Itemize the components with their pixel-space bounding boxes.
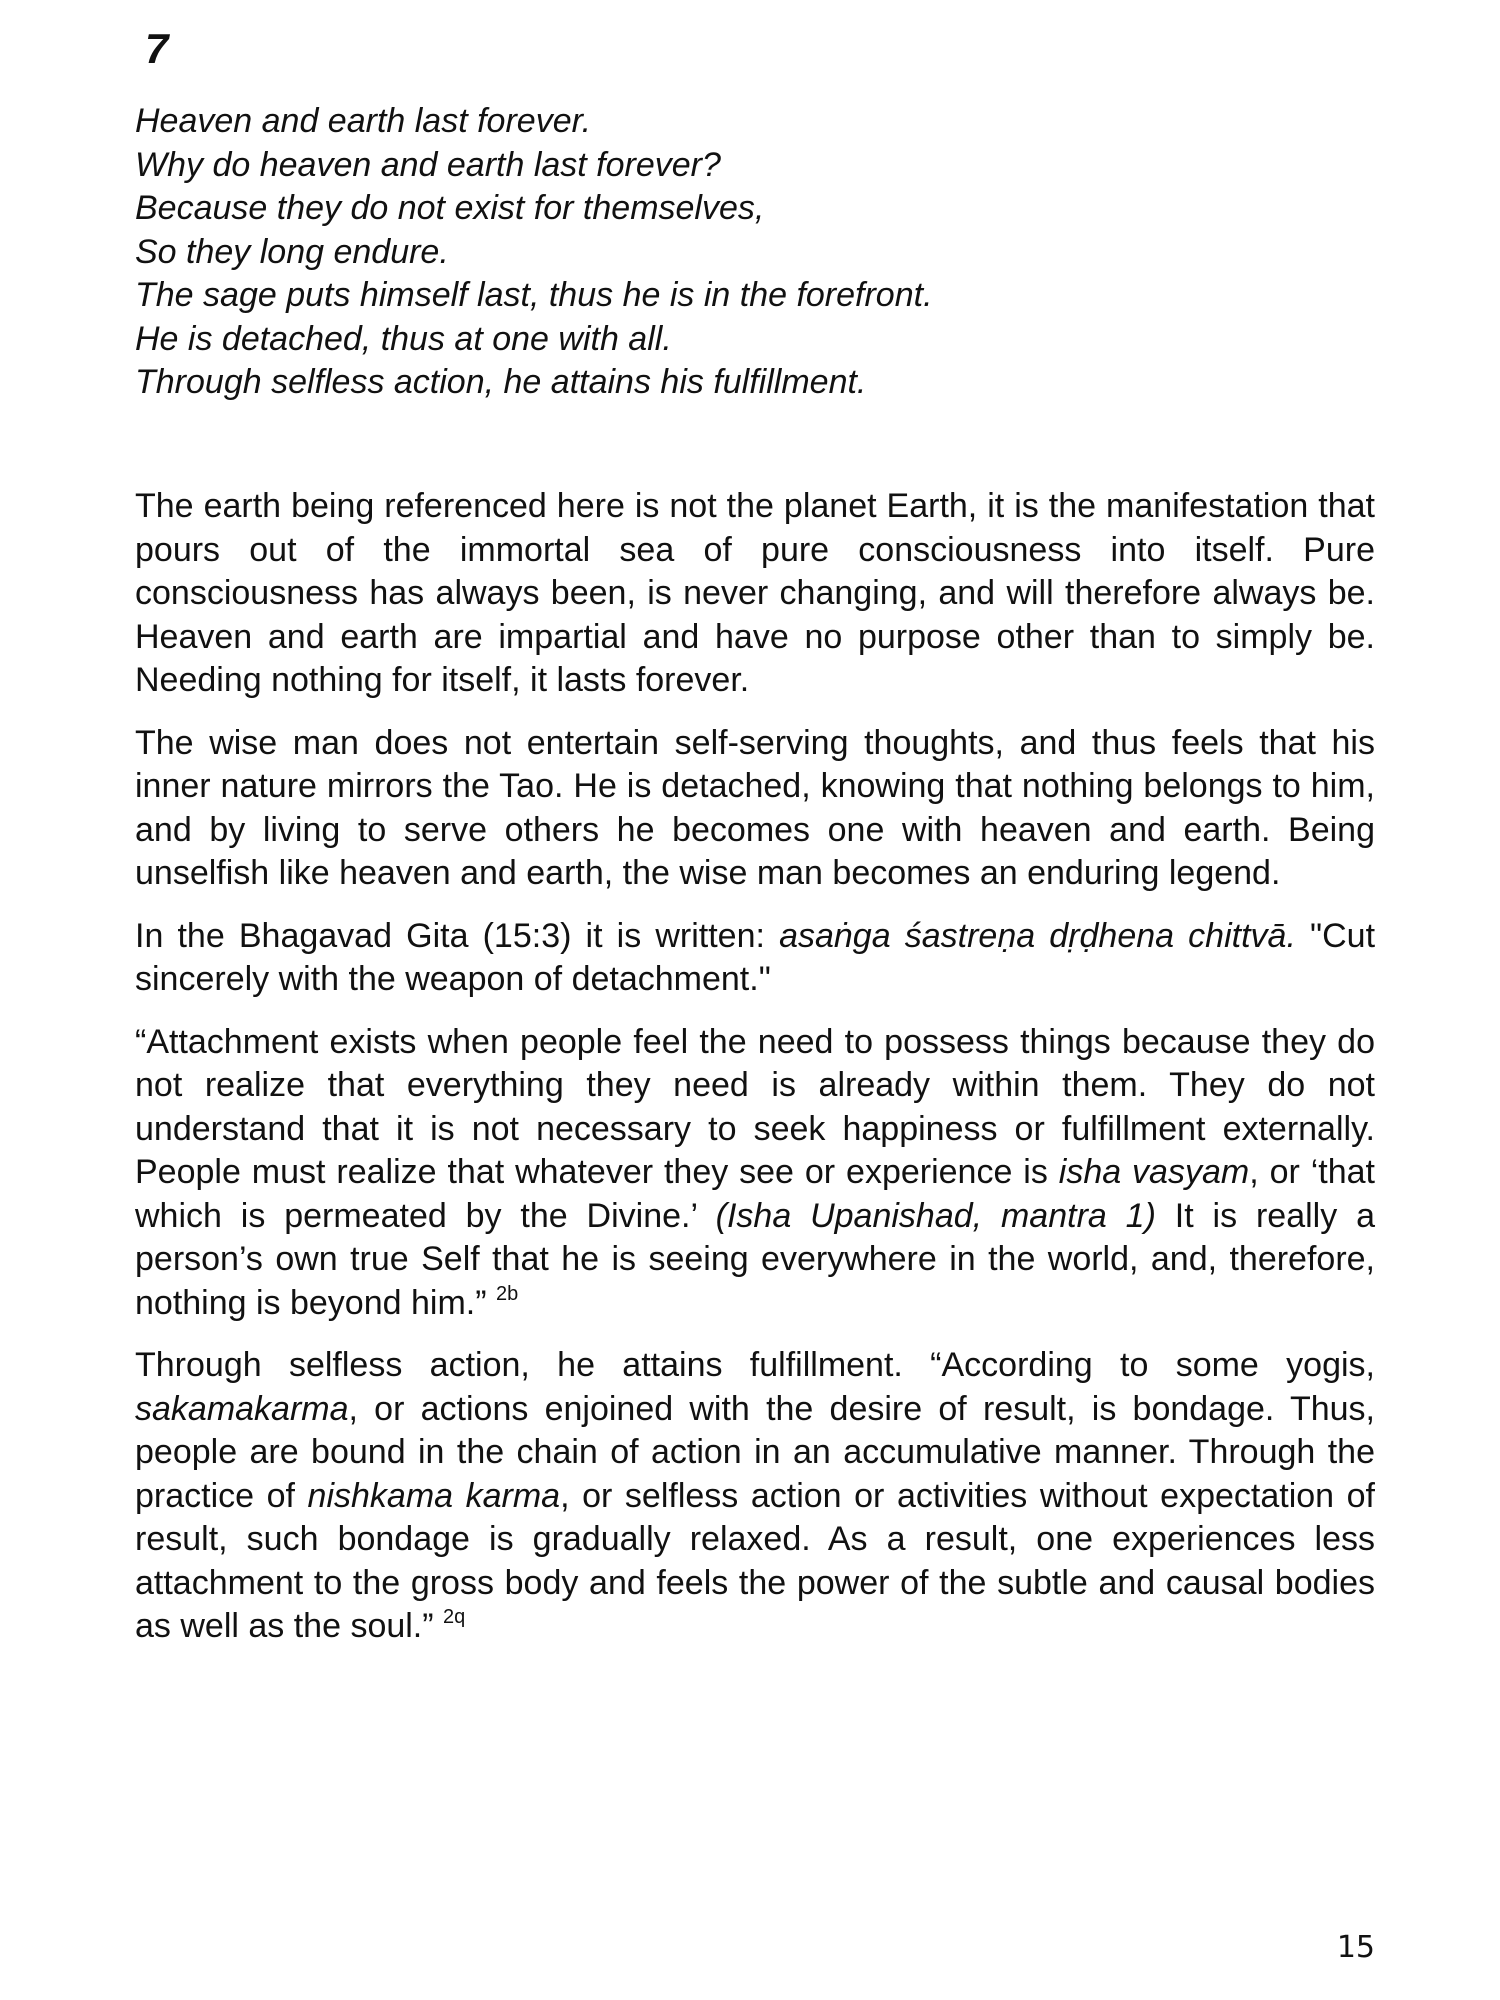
chapter-number: 7 — [145, 25, 169, 72]
commentary-body — [135, 485, 1375, 1668]
verse-line: The sage puts himself last, thus he is in the forefront. — [135, 276, 933, 314]
citation: (Isha Upanishad, mantra 1) — [715, 1196, 1156, 1235]
commentary-paragraph-4 — [135, 1021, 1375, 1326]
page-number: 15 — [1336, 1930, 1375, 1965]
footnote-reference: 2q — [443, 1606, 466, 1628]
quote-text: “Attachment exists when people feel the need to possess things because they do not realize that everything they need is already within them. They do not understand that it is not necessary to seek happiness or fulfillment externally. People must realize that whatever they see or experience is — [135, 1022, 1375, 1191]
quote-text: , or selfless action or activities without expectation of result, such bondage is gradually relaxed. As a result, one experiences less attachment to the gross body and feels the power of the subtle and causal bodies as well as the soul.” — [135, 1476, 1375, 1645]
quote-text: , or actions enjoined with the desire of result, is bondage. Thus, people are bound in the chain of action in an accumulative manner. Through the practice of — [135, 1389, 1375, 1515]
commentary-paragraph-5 — [135, 1344, 1375, 1649]
quote-text: , or ‘that which is permeated by the Divine.’ — [135, 1153, 1375, 1235]
verse-line: So they long endure. — [135, 232, 449, 271]
gita-translation-text: "Cut sincerely with the weapon of detachment." — [135, 916, 1376, 998]
sanskrit-term: nishkama karma — [307, 1476, 561, 1515]
quote-text: Through selfless action, he attains fulfillment. “According to some yogis, — [135, 1346, 1375, 1384]
commentary-paragraph-3 — [135, 915, 1375, 1002]
verse-line: Because they do not exist for themselves, — [135, 189, 765, 227]
commentary-paragraph-2: The wise man does not entertain self-serving thoughts, and thus feels that his inner nature mirrors the Tao. He is detached, knowing that nothing belongs to him, and by living to serve others he becomes one with heaven and earth. Being unselfish like heaven and earth, the wise man becomes an enduring legend. — [135, 723, 1375, 892]
verse-line: Why do heaven and earth last forever? — [135, 145, 721, 184]
quote-text: It is really a person’s own true Self that he is seeing everywhere in the world, and, therefore, nothing is beyond him.” — [135, 1196, 1375, 1322]
footnote-reference: 2b — [495, 1282, 519, 1305]
verse-block — [135, 100, 1365, 405]
verse-line: Through selfless action, he attains his fulfillment. — [135, 363, 867, 401]
sanskrit-quote: asaṅga śastreṇa dṛḍhena chittvā. — [779, 916, 1296, 955]
commentary-paragraph-1: The earth being referenced here is not the planet Earth, it is the manifestation that pours out of the immortal sea of pure consciousness into itself. Pure consciousness has always been, is never changing, and will therefore always be. Heaven and earth are impartial and have no purpose other than to simply be. Needing nothing for itself, it lasts forever. — [135, 487, 1375, 699]
sanskrit-term: isha vasyam — [1058, 1153, 1250, 1191]
sanskrit-term: sakamakarma — [135, 1389, 349, 1428]
gita-intro-text: In the Bhagavad Gita (15:3) it is written: — [135, 916, 780, 955]
verse-line: He is detached, thus at one with all. — [135, 319, 672, 358]
verse-line: Heaven and earth last forever. — [135, 102, 592, 140]
